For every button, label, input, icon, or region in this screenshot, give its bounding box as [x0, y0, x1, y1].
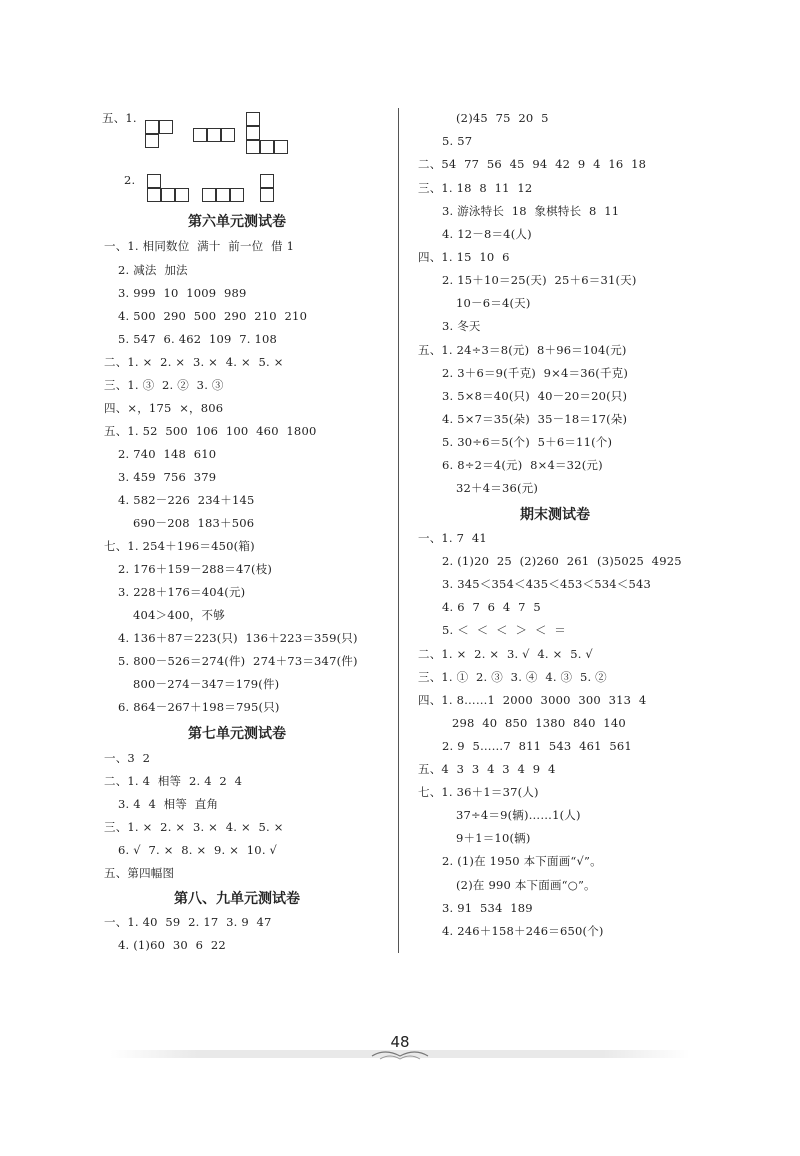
- unit6-line: 5. 547 6. 462 109 7. 108: [118, 332, 278, 346]
- unit6-line: 3. 999 10 1009 989: [118, 286, 247, 300]
- final-line: 三、1. ① 2. ③ 3. ④ 4. ③ 5. ②: [418, 670, 607, 684]
- unit7-line: 二、1. 4 相等 2. 4 2 4: [104, 774, 243, 788]
- unit6-line: 800－274－347＝179(件): [133, 677, 280, 691]
- unit6-line: 五、1. 52 500 106 100 460 1800: [104, 424, 317, 438]
- unit6-line: 七、1. 254＋196＝450(箱): [104, 539, 255, 553]
- unit7-title: 第七单元测试卷: [188, 726, 286, 742]
- unit6-line: 3. 459 756 379: [118, 470, 217, 484]
- right-line: 4. 5×7＝35(朵) 35－18＝17(朵): [442, 412, 628, 426]
- unit6-line: 2. 减法 加法: [118, 263, 188, 277]
- section5-label-2: 2.: [124, 173, 136, 187]
- unit6-line: 4. 500 290 500 290 210 210: [118, 309, 308, 323]
- final-line: 七、1. 36＋1＝37(人): [418, 785, 539, 799]
- right-line: 二、54 77 56 45 94 42 9 4 16 18: [418, 157, 647, 171]
- right-line: 4. 12－8＝4(人): [442, 227, 532, 241]
- unit7-line: 五、第四幅图: [104, 866, 175, 880]
- unit89-line: 4. (1)60 30 6 22: [118, 938, 226, 952]
- unit6-line: 二、1. × 2. × 3. × 4. × 5. ×: [104, 355, 284, 369]
- unit6-line: 6. 864－267＋198＝795(只): [118, 700, 280, 714]
- column-divider: [398, 108, 399, 953]
- final-line: 2. (1)在 1950 本下面画“√”。: [442, 854, 602, 868]
- right-line: 3. 5×8＝40(只) 40－20＝20(只): [442, 389, 628, 403]
- unit6-line: 690－208 183＋506: [133, 516, 255, 530]
- unit6-line: 5. 800－526＝274(件) 274＋73＝347(件): [118, 654, 358, 668]
- final-line: 4. 6 7 6 4 7 5: [442, 600, 541, 614]
- right-line: 四、1. 15 10 6: [418, 250, 510, 264]
- right-line: 5. 57: [442, 134, 473, 148]
- final-line: 9＋1＝10(辆): [456, 831, 531, 845]
- right-line: 5. 30÷6＝5(个) 5＋6＝11(个): [442, 435, 613, 449]
- final-line: (2)在 990 本下面画“○”。: [456, 878, 596, 892]
- right-line: 五、1. 24÷3＝8(元) 8＋96＝104(元): [418, 343, 627, 357]
- unit89-title: 第八、九单元测试卷: [174, 891, 300, 907]
- final-line: 一、1. 7 41: [418, 531, 487, 545]
- right-line: 10－6＝4(天): [456, 296, 531, 310]
- right-line: 32＋4＝36(元): [456, 481, 539, 495]
- final-line: 37÷4＝9(辆)……1(人): [456, 808, 581, 822]
- final-line: 5. ＜ ＜ ＜ ＞ ＜ ＝: [442, 623, 566, 637]
- right-line: (2)45 75 20 5: [456, 111, 549, 125]
- unit7-line: 3. 4 4 相等 直角: [118, 797, 219, 811]
- unit6-line: 404＞400，不够: [133, 608, 225, 622]
- unit6-line: 2. 176＋159－288＝47(枝): [118, 562, 273, 576]
- unit6-line: 三、1. ③ 2. ② 3. ③: [104, 378, 224, 392]
- right-line: 6. 8÷2＝4(元) 8×4＝32(元): [442, 458, 603, 472]
- unit6-line: 四、×，175 ×，806: [104, 401, 224, 415]
- final-line: 五、4 3 3 4 3 4 9 4: [418, 762, 556, 776]
- final-exam-title: 期末测试卷: [520, 507, 590, 523]
- unit7-line: 三、1. × 2. × 3. × 4. × 5. ×: [104, 820, 284, 834]
- final-line: 2. 9 5……7 811 543 461 561: [442, 739, 632, 753]
- final-line: 298 40 850 1380 840 140: [452, 716, 626, 730]
- footer-ornament-icon: [370, 1048, 430, 1062]
- right-line: 2. 3＋6＝9(千克) 9×4＝36(千克): [442, 366, 629, 380]
- page-number: 48: [390, 1033, 410, 1051]
- unit6-line: 4. 136＋87＝223(只) 136＋223＝359(只): [118, 631, 358, 645]
- unit6-line: 一、1. 相同数位 满十 前一位 借 1: [104, 239, 295, 253]
- right-line: 3. 游泳特长 18 象棋特长 8 11: [442, 204, 620, 218]
- right-line: 3. 冬天: [442, 319, 481, 333]
- final-line: 3. 91 534 189: [442, 901, 533, 915]
- section5-label-1: 五、1.: [102, 111, 137, 125]
- final-line: 二、1. × 2. × 3. √ 4. × 5. √: [418, 647, 593, 661]
- final-line: 2. (1)20 25 (2)260 261 (3)5025 4925: [442, 554, 682, 568]
- final-line: 3. 345＜354＜435＜453＜534＜543: [442, 577, 652, 591]
- unit6-line: 2. 740 148 610: [118, 447, 217, 461]
- unit89-line: 一、1. 40 59 2. 17 3. 9 47: [104, 915, 272, 929]
- right-line: 三、1. 18 8 11 12: [418, 181, 533, 195]
- unit7-line: 一、3 2: [104, 751, 151, 765]
- final-line: 4. 246＋158＋246＝650(个): [442, 924, 604, 938]
- unit6-title: 第六单元测试卷: [188, 214, 286, 230]
- unit6-line: 3. 228＋176＝404(元): [118, 585, 246, 599]
- right-line: 2. 15＋10＝25(天) 25＋6＝31(天): [442, 273, 637, 287]
- unit7-line: 6. √ 7. × 8. × 9. × 10. √: [118, 843, 278, 857]
- unit6-line: 4. 582－226 234＋145: [118, 493, 255, 507]
- final-line: 四、1. 8……1 2000 3000 300 313 4: [418, 693, 647, 707]
